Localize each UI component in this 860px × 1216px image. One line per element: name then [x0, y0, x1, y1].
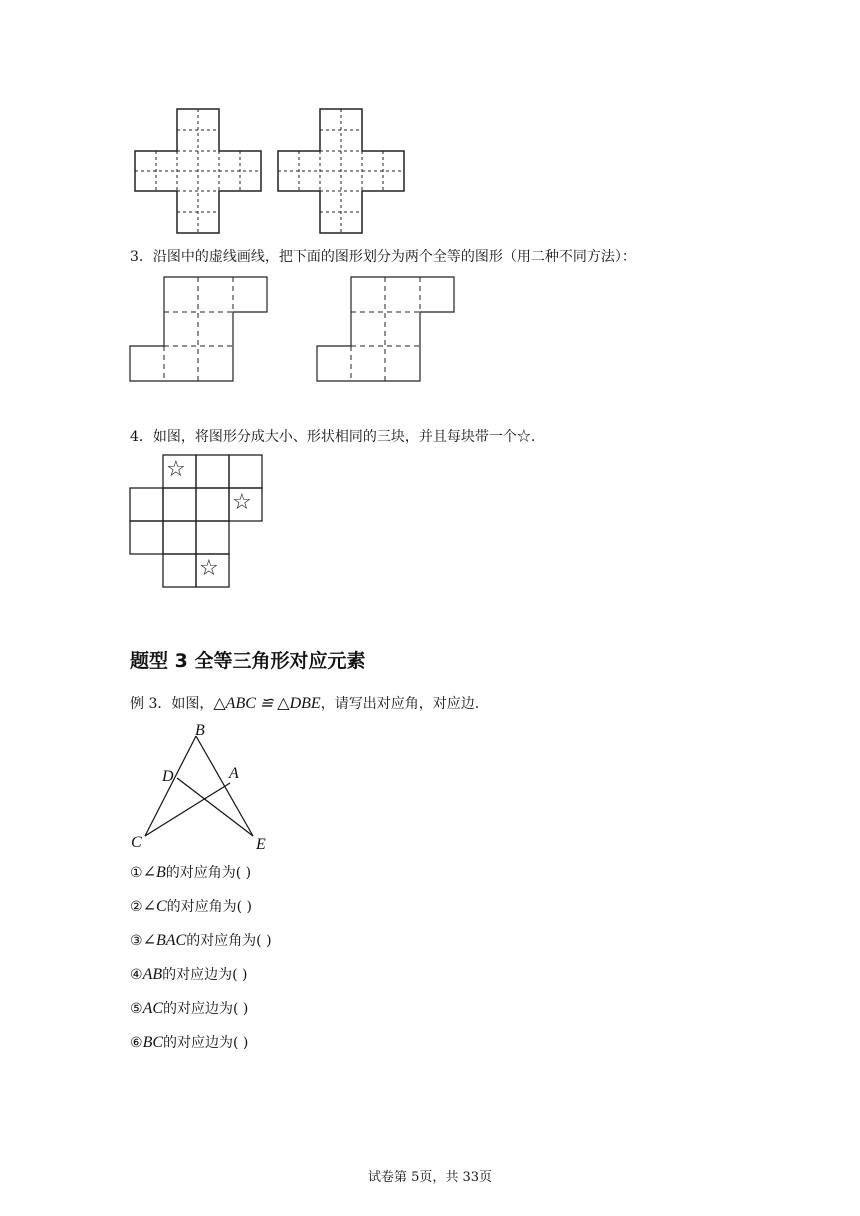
label-d: D: [162, 768, 174, 785]
star-icon: ☆: [166, 457, 186, 482]
problem-4-text: 4．如图，将图形分成大小、形状相同的三块，并且每块带一个☆.: [130, 429, 536, 445]
label-c: C: [131, 834, 142, 851]
label-e: E: [256, 836, 266, 853]
label-a: A: [229, 765, 239, 782]
example-3-suffix: ，请写出对应角，对应边.: [320, 696, 480, 712]
example-3-prefix: 例 3．如图，: [130, 696, 214, 712]
list-item: ②∠C的对应角为( ): [130, 898, 253, 915]
star-icon: ☆: [232, 490, 252, 515]
list-item: ③∠BAC的对应角为( ): [130, 932, 272, 949]
star-icon: ☆: [199, 556, 219, 581]
staircase-figure-left: [129, 277, 269, 382]
page-footer: 试卷第 5页，共 33页: [367, 1170, 493, 1185]
list-item: ④AB的对应边为( ): [130, 966, 248, 983]
example-3-statement: [130, 695, 479, 713]
list-item: ①∠B的对应角为( ): [130, 864, 252, 881]
label-b: B: [195, 722, 205, 739]
star-grid-figure: [129, 454, 264, 589]
example-3-formula: △ABC ≌ △DBE: [213, 695, 321, 712]
cross-figure-right: [277, 108, 417, 238]
section-title: 题型 3 全等三角形对应元素: [130, 650, 366, 672]
problem-3-text: 3．沿图中的虚线画线，把下面的图形划分为两个全等的图形（用二种不同方法）：: [130, 249, 636, 265]
list-item: ⑥BC的对应边为( ): [130, 1034, 249, 1051]
cross-figure-left: [134, 108, 274, 238]
triangle-figure: [125, 722, 285, 852]
list-item: ⑤AC的对应边为( ): [130, 1000, 249, 1017]
staircase-figure-right: [316, 277, 456, 382]
